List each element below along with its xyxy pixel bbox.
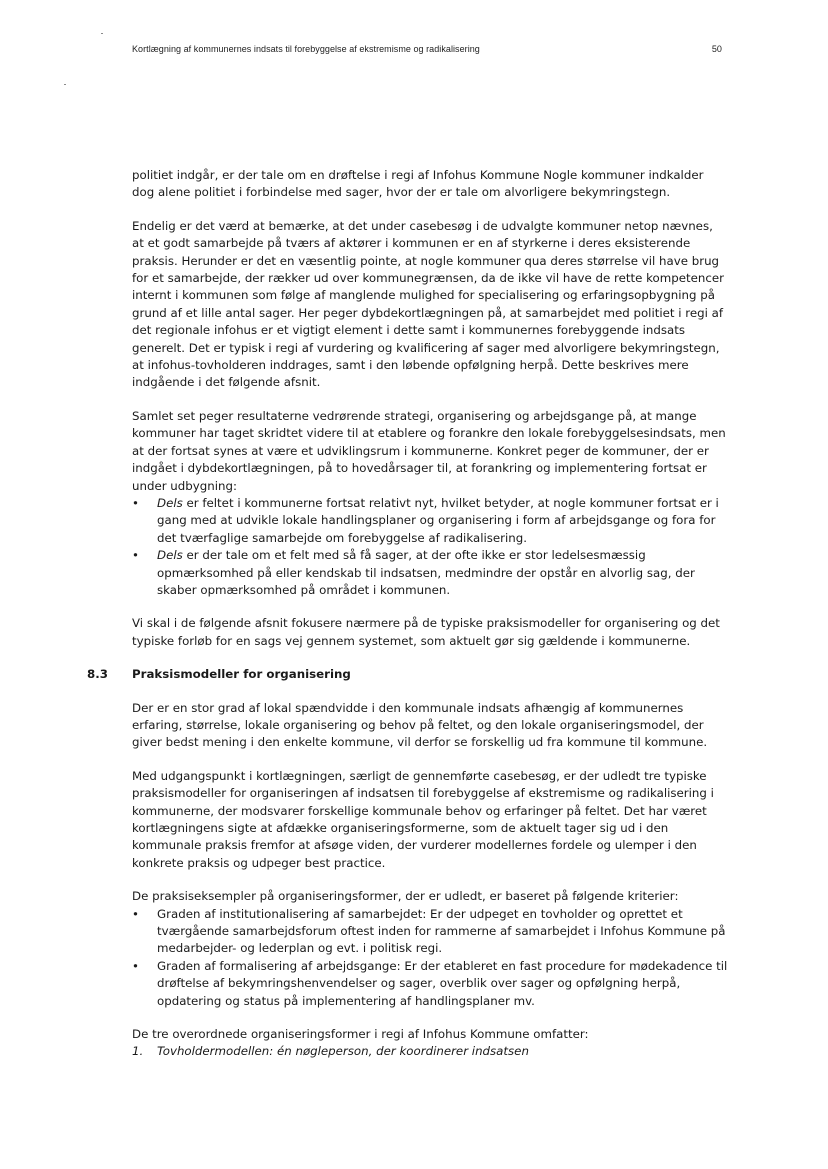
scan-speck [101,33,103,34]
document-body [87,167,728,1061]
list-item-text: er der tale om et felt med så få sager, at der ofte ikke er stor ledelsesmæssig opmærksomhed på eller kendskab til indsatsen, medmindre der opstår en alvorlig sag, der skaber opmærksomhed på området i kommunen. [157,548,695,597]
bullet-icon: • [132,906,139,921]
paragraph: Der er en stor grad af lokal spændvidde i den kommunale indsats afhængig af kommunernes erfaring, størrelse, lokale organisering og behov på feltet, og den lokale organiseringsmodel, der giver bedst mening i den enkelte kommune, vil derfor se forskellig ud fra kommune til kommune. [132,700,708,750]
scan-speck [64,84,66,85]
running-header-title: Kortlægning af kommunernes indsats til forebyggelse af ekstremisme og radikalisering [132,44,480,54]
list-item-lead: Dels [157,548,183,563]
list-item [132,958,728,1010]
list-item [132,495,728,547]
bullet-icon: • [132,958,139,973]
paragraph: Samlet set peger resultaterne vedrørende strategi, organisering og arbejdsgange på, at mange kommuner har taget skridtet videre til at etablere og forankre den lokale forebyggelsesindsats, men at der fortsat synes at være et udviklingsrum i kommunerne. Konkret peger de kommuner, der er indgået i dybdekortlægningen, på to hovedårsager til, at forankring og implementering fortsat er under udbygning: [132,408,726,493]
list-item-lead: Dels [157,495,183,510]
section-title: Praksismodeller for organisering [132,667,351,682]
paragraph: Vi skal i de følgende afsnit fokusere nærmere på de typiske praksismodeller for organisering og det typiske forløb for en sags vej gennem systemet, som aktuelt gør sig gældende i kommunerne. [132,616,720,648]
page-number: 50 [711,44,722,54]
paragraph: De tre overordnede organiseringsformer i regi af Infohus Kommune omfatter: [132,1027,589,1042]
paragraph: De praksiseksempler på organiseringsformer, der er udledt, er baseret på følgende kriterier: [132,889,679,904]
page-header [132,44,722,58]
numbered-item-number: 1. [132,1044,144,1059]
bullet-icon: • [132,495,139,510]
paragraph: Med udgangspunkt i kortlægningen, særligt de gennemførte casebesøg, er der udledt tre typiske praksismodeller for organiseringen af indsatsen til forebyggelse af ekstremisme og radikalisering i kommunerne, der modsvarer forskellige kommunale behov og erfaringer på feltet. Det har været kortlægningens sigte at afdække organiseringsformerne, som de aktuelt tager sig ud i den kommunale praksis fremfor at afsøge viden, der vurderer modellernes fordele og ulemper i den konkrete praksis og udpeger best practice. [132,768,714,870]
list-item [132,547,728,599]
list-item-text: er feltet i kommunerne fortsat relativt nyt, hvilket betyder, at nogle kommuner fortsat er i gang med at udvikle lokale handlingsplaner og organisering i form af arbejdsgange og fora for det tværfaglige samarbejde om forebyggelse af radikalisering. [157,495,719,545]
list-item [132,906,728,958]
section-number: 8.3 [87,667,108,682]
bullet-icon: • [132,548,139,563]
list-item-text: Graden af formalisering af arbejdsgange: Er der etableret en fast procedure for mødekadence til drøftelse af bekymringshenvendelser og sager, overblik over sager og opfølgning herpå, opdatering og status på implementering af handlingsplaner mv. [157,958,728,1008]
bullet-list [132,906,728,1010]
numbered-item [132,1043,728,1060]
paragraph: politiet indgår, er der tale om en drøftelse i regi af Infohus Kommune Nogle kommuner indkalder dog alene politiet i forbindelse med sager, hvor der er tale om alvorligere bekymringstegn. [132,168,704,200]
numbered-item-text: Tovholdermodellen: én nøgleperson, der koordinerer indsatsen [157,1044,529,1059]
list-item-text: Graden af institutionalisering af samarbejdet: Er der udpeget en tovholder og oprettet et tværgående samarbejdsforum oftest inden for rammerne af samarbejdet i Infohus Kommune på medarbejder- og lederplan og evt. i politisk regi. [157,906,726,956]
paragraph: Endelig er det værd at bemærke, at det under casebesøg i de udvalgte kommuner netop nævnes, at et godt samarbejde på tværs af aktører i kommunen er en af styrkerne i deres eksisterende praksis. Herunder er det en væsentlig pointe, at nogle kommuner qua deres størrelse vil have brug for et samarbejde, der rækker ud over kommunegrænsen, da de ikke vil have de rette kompetencer internt i kommunen som følge af manglende mulighed for specialisering og erfaringsopbygning på grund af et lille antal sager. Her peger dybdekortlægningen på, at samarbejdet med politiet i regi af det regionale infohus er et vigtigt element i dette samt i kommunernes forebyggende indsats generelt. Det er typisk i regi af vurdering og kvalificering af sager med alvorligere bekymringstegn, at infohus-tovholderen inddrages, samt i den løbende opfølgning herpå. Dette beskrives mere indgående i det følgende afsnit. [132,218,724,390]
bullet-list [132,495,728,599]
section [87,666,728,1061]
